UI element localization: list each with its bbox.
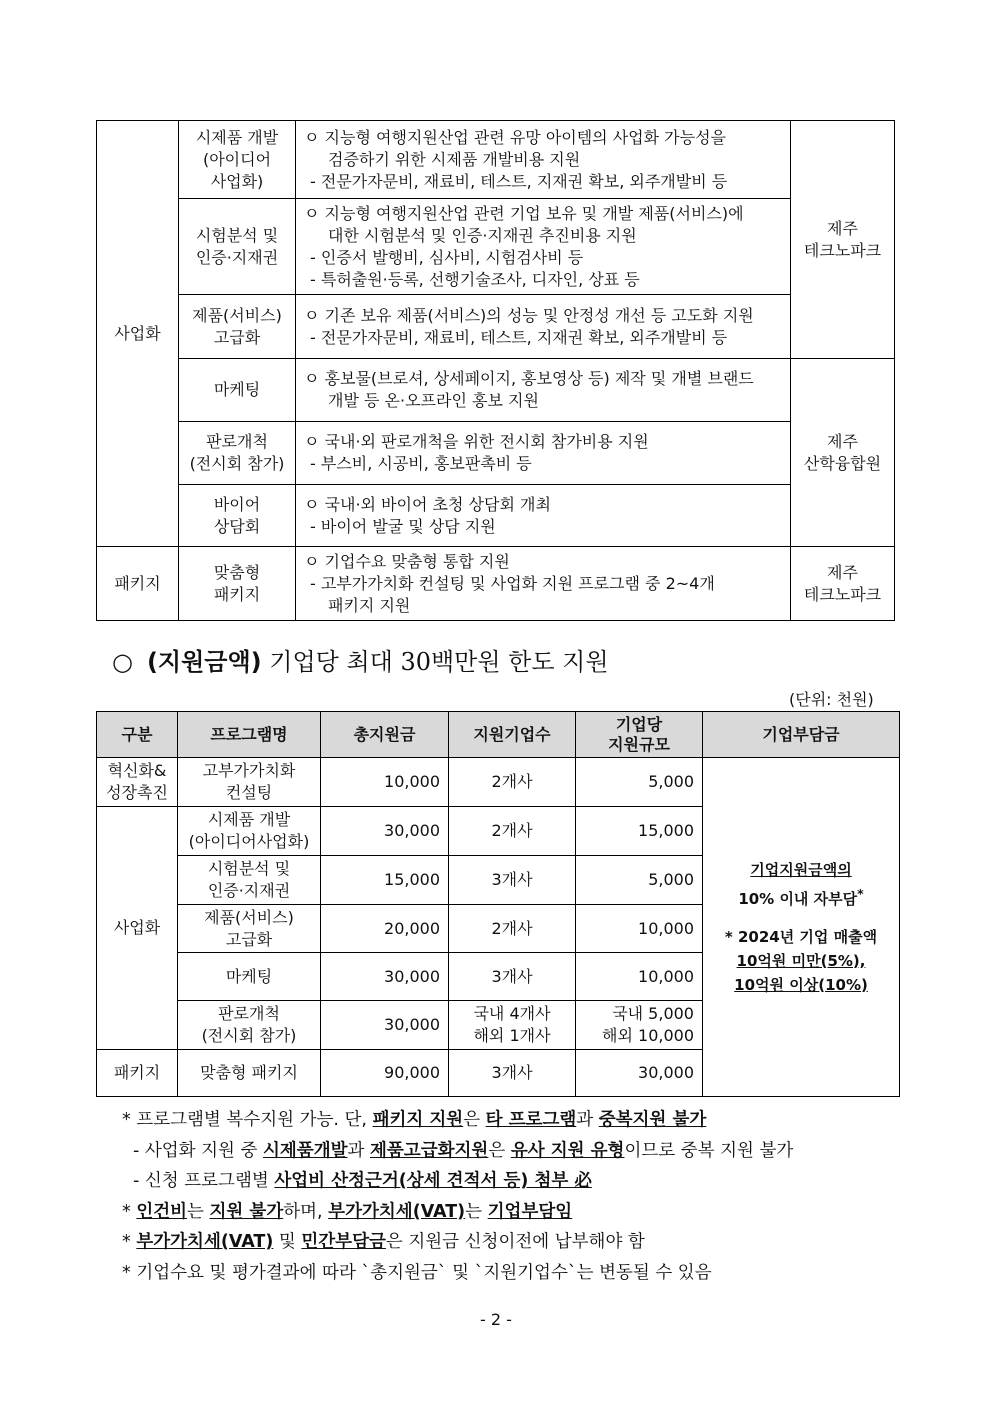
- per-company-cell: 5,000: [576, 758, 703, 807]
- footnotes: [122, 1105, 793, 1288]
- emphasized-text: 시제품개발: [263, 1140, 348, 1161]
- header-company-burden: 기업부담금: [703, 712, 900, 758]
- category-cell: 혁신화& 성장촉진: [97, 758, 178, 807]
- program-description-cell: ㅇ 국내·외 바이어 초청 상담회 개최 - 바이어 발굴 및 상담 지원: [296, 485, 791, 547]
- per-company-cell: 30,000: [576, 1050, 703, 1097]
- note-text: 은: [463, 1110, 486, 1130]
- emphasized-text: 패키지 지원: [372, 1110, 464, 1130]
- program-name-cell: 고부가가치화 컨설팅: [178, 758, 321, 807]
- emphasized-text: 타 프로그램: [485, 1110, 577, 1130]
- per-company-cell: 10,000: [576, 905, 703, 953]
- program-description-cell: ㅇ 홍보물(브로셔, 상세페이지, 홍보영상 등) 제작 및 개별 브랜드 개발 등 온·오프라인 홍보 지원: [296, 359, 791, 422]
- note-text: 는: [187, 1201, 210, 1222]
- program-name-cell: 마케팅: [179, 359, 296, 422]
- note-text: - 사업화 지원 중: [133, 1140, 263, 1161]
- note-text: *: [122, 1201, 137, 1222]
- total-amount-cell: 20,000: [321, 905, 449, 953]
- per-company-cell: 5,000: [576, 856, 703, 905]
- company-count-cell: 3개사: [449, 1050, 576, 1097]
- company-count-cell: 2개사: [449, 905, 576, 953]
- total-amount-cell: 30,000: [321, 807, 449, 856]
- note-text: - 신청 프로그램별: [133, 1171, 275, 1191]
- note-text: 하며,: [283, 1201, 329, 1222]
- company-count-cell: 국내 4개사 해외 1개사: [449, 1001, 576, 1050]
- note-text: 은: [488, 1140, 511, 1161]
- footnote-line: [122, 1258, 793, 1289]
- program-description-cell: ㅇ 지능형 여행지원산업 관련 유망 아이템의 사업화 가능성을 검증하기 위한 시제품 개발비용 지원 - 전문가자문비, 재료비, 테스트, 지재권 확보, 외주개발비 등: [296, 121, 791, 199]
- company-count-cell: 2개사: [449, 758, 576, 807]
- footnote-line: [122, 1197, 793, 1228]
- total-amount-cell: 10,000: [321, 758, 449, 807]
- emphasized-text: 중복지원 불가: [598, 1110, 707, 1130]
- company-burden-cell: 기업지원금액의 10% 이내 자부담* * 2024년 기업 매출액 10억원 미만(5%), 10억원 이상(10%): [703, 758, 900, 1097]
- emphasized-text: 부가가치세(VAT): [328, 1201, 466, 1222]
- program-name-cell: 맞춤형 패키지: [178, 1050, 321, 1097]
- note-text: *: [122, 1232, 137, 1252]
- emphasized-text: 기업부담임: [487, 1201, 573, 1222]
- emphasized-text: 지원 불가: [209, 1201, 284, 1222]
- header-per-company: 기업당 지원규모: [576, 712, 703, 758]
- program-name-cell: 마케팅: [178, 953, 321, 1001]
- footnote-line: [122, 1136, 793, 1167]
- note-text: 과: [347, 1140, 370, 1161]
- per-company-cell: 10,000: [576, 953, 703, 1001]
- total-amount-cell: 30,000: [321, 1001, 449, 1050]
- total-amount-cell: 30,000: [321, 953, 449, 1001]
- per-company-cell: 15,000: [576, 807, 703, 856]
- program-name-cell: 제품(서비스) 고급화: [178, 905, 321, 953]
- emphasized-text: 유사 지원 유형: [510, 1140, 625, 1161]
- emphasized-text: 부가가치세(VAT): [136, 1232, 274, 1252]
- category-cell: 사업화: [97, 121, 179, 547]
- footnote-line: [122, 1105, 793, 1136]
- total-amount-cell: 15,000: [321, 856, 449, 905]
- organization-cell: 제주 산학융합원: [791, 359, 895, 547]
- program-name-cell: 판로개척 (전시회 참가): [179, 422, 296, 485]
- program-name-cell: 제품(서비스) 고급화: [179, 295, 296, 359]
- header-category: 구분: [97, 712, 178, 758]
- program-description-cell: ㅇ 기업수요 맞춤형 통합 지원 - 고부가가치화 컨설팅 및 사업화 지원 프로그램 중 2~4개 패키지 지원: [296, 547, 791, 621]
- emphasized-text: 사업비 산정근거(상세 견적서 등) 첨부 必: [274, 1171, 592, 1191]
- funding-amount-table: [96, 711, 900, 1097]
- program-name-cell: 시험분석 및 인증·지재권: [178, 856, 321, 905]
- header-program: 프로그램명: [178, 712, 321, 758]
- total-amount-cell: 90,000: [321, 1050, 449, 1097]
- program-description-table: [96, 120, 895, 621]
- header-company-count: 지원기업수: [449, 712, 576, 758]
- note-text: 이므로 중복 지원 불가: [624, 1140, 794, 1161]
- program-name-cell: 맞춤형 패키지: [179, 547, 296, 621]
- program-name-cell: 시제품 개발 (아이디어사업화): [178, 807, 321, 856]
- note-text: 는: [465, 1201, 488, 1222]
- per-company-cell: 국내 5,000 해외 10,000: [576, 1001, 703, 1050]
- category-cell: 사업화: [97, 807, 178, 1050]
- note-text: 및: [273, 1232, 302, 1252]
- company-count-cell: 3개사: [449, 953, 576, 1001]
- header-total: 총지원금: [321, 712, 449, 758]
- note-text: * 기업수요 및 평가결과에 따라 `총지원금` 및 `지원기업수`는 변동될 수 있음: [122, 1262, 712, 1283]
- program-description-cell: ㅇ 국내·외 판로개척을 위한 전시회 참가비용 지원 - 부스비, 시공비, 홍보판촉비 등: [296, 422, 791, 485]
- company-count-cell: 2개사: [449, 807, 576, 856]
- program-name-cell: 바이어 상담회: [179, 485, 296, 547]
- program-description-cell: ㅇ 지능형 여행지원산업 관련 기업 보유 및 개발 제품(서비스)에 대한 시험분석 및 인증·지재권 추진비용 지원 - 인증서 발행비, 심사비, 시험검사비 등 - 특허출원·등록, 선행기술조사, 디자인, 상표 등: [296, 199, 791, 295]
- note-text: 은 지원금 신청이전에 납부해야 함: [385, 1232, 645, 1252]
- unit-label: (단위: 천원): [789, 690, 874, 709]
- emphasized-text: 민간부담금: [301, 1232, 386, 1252]
- organization-cell: 제주 테크노파크: [791, 547, 895, 621]
- category-cell: 패키지: [97, 547, 179, 621]
- organization-cell: 제주 테크노파크: [791, 121, 895, 359]
- page-number: - 2 -: [480, 1310, 512, 1329]
- program-name-cell: 시험분석 및 인증·지재권: [179, 199, 296, 295]
- emphasized-text: 인건비: [136, 1201, 188, 1222]
- company-count-cell: 3개사: [449, 856, 576, 905]
- note-text: 과: [576, 1110, 599, 1130]
- section-heading: ○ (지원금액) 기업당 최대 30백만원 한도 지원: [112, 648, 609, 676]
- program-name-cell: 시제품 개발 (아이디어 사업화): [179, 121, 296, 199]
- footnote-line: [122, 1227, 793, 1258]
- emphasized-text: 제품고급화지원: [370, 1140, 489, 1161]
- footnote-line: [122, 1166, 793, 1197]
- program-description-cell: ㅇ 기존 보유 제품(서비스)의 성능 및 안정성 개선 등 고도화 지원 - 전문가자문비, 재료비, 테스트, 지재권 확보, 외주개발비 등: [296, 295, 791, 359]
- program-name-cell: 판로개척 (전시회 참가): [178, 1001, 321, 1050]
- note-text: * 프로그램별 복수지원 가능. 단,: [122, 1110, 373, 1130]
- category-cell: 패키지: [97, 1050, 178, 1097]
